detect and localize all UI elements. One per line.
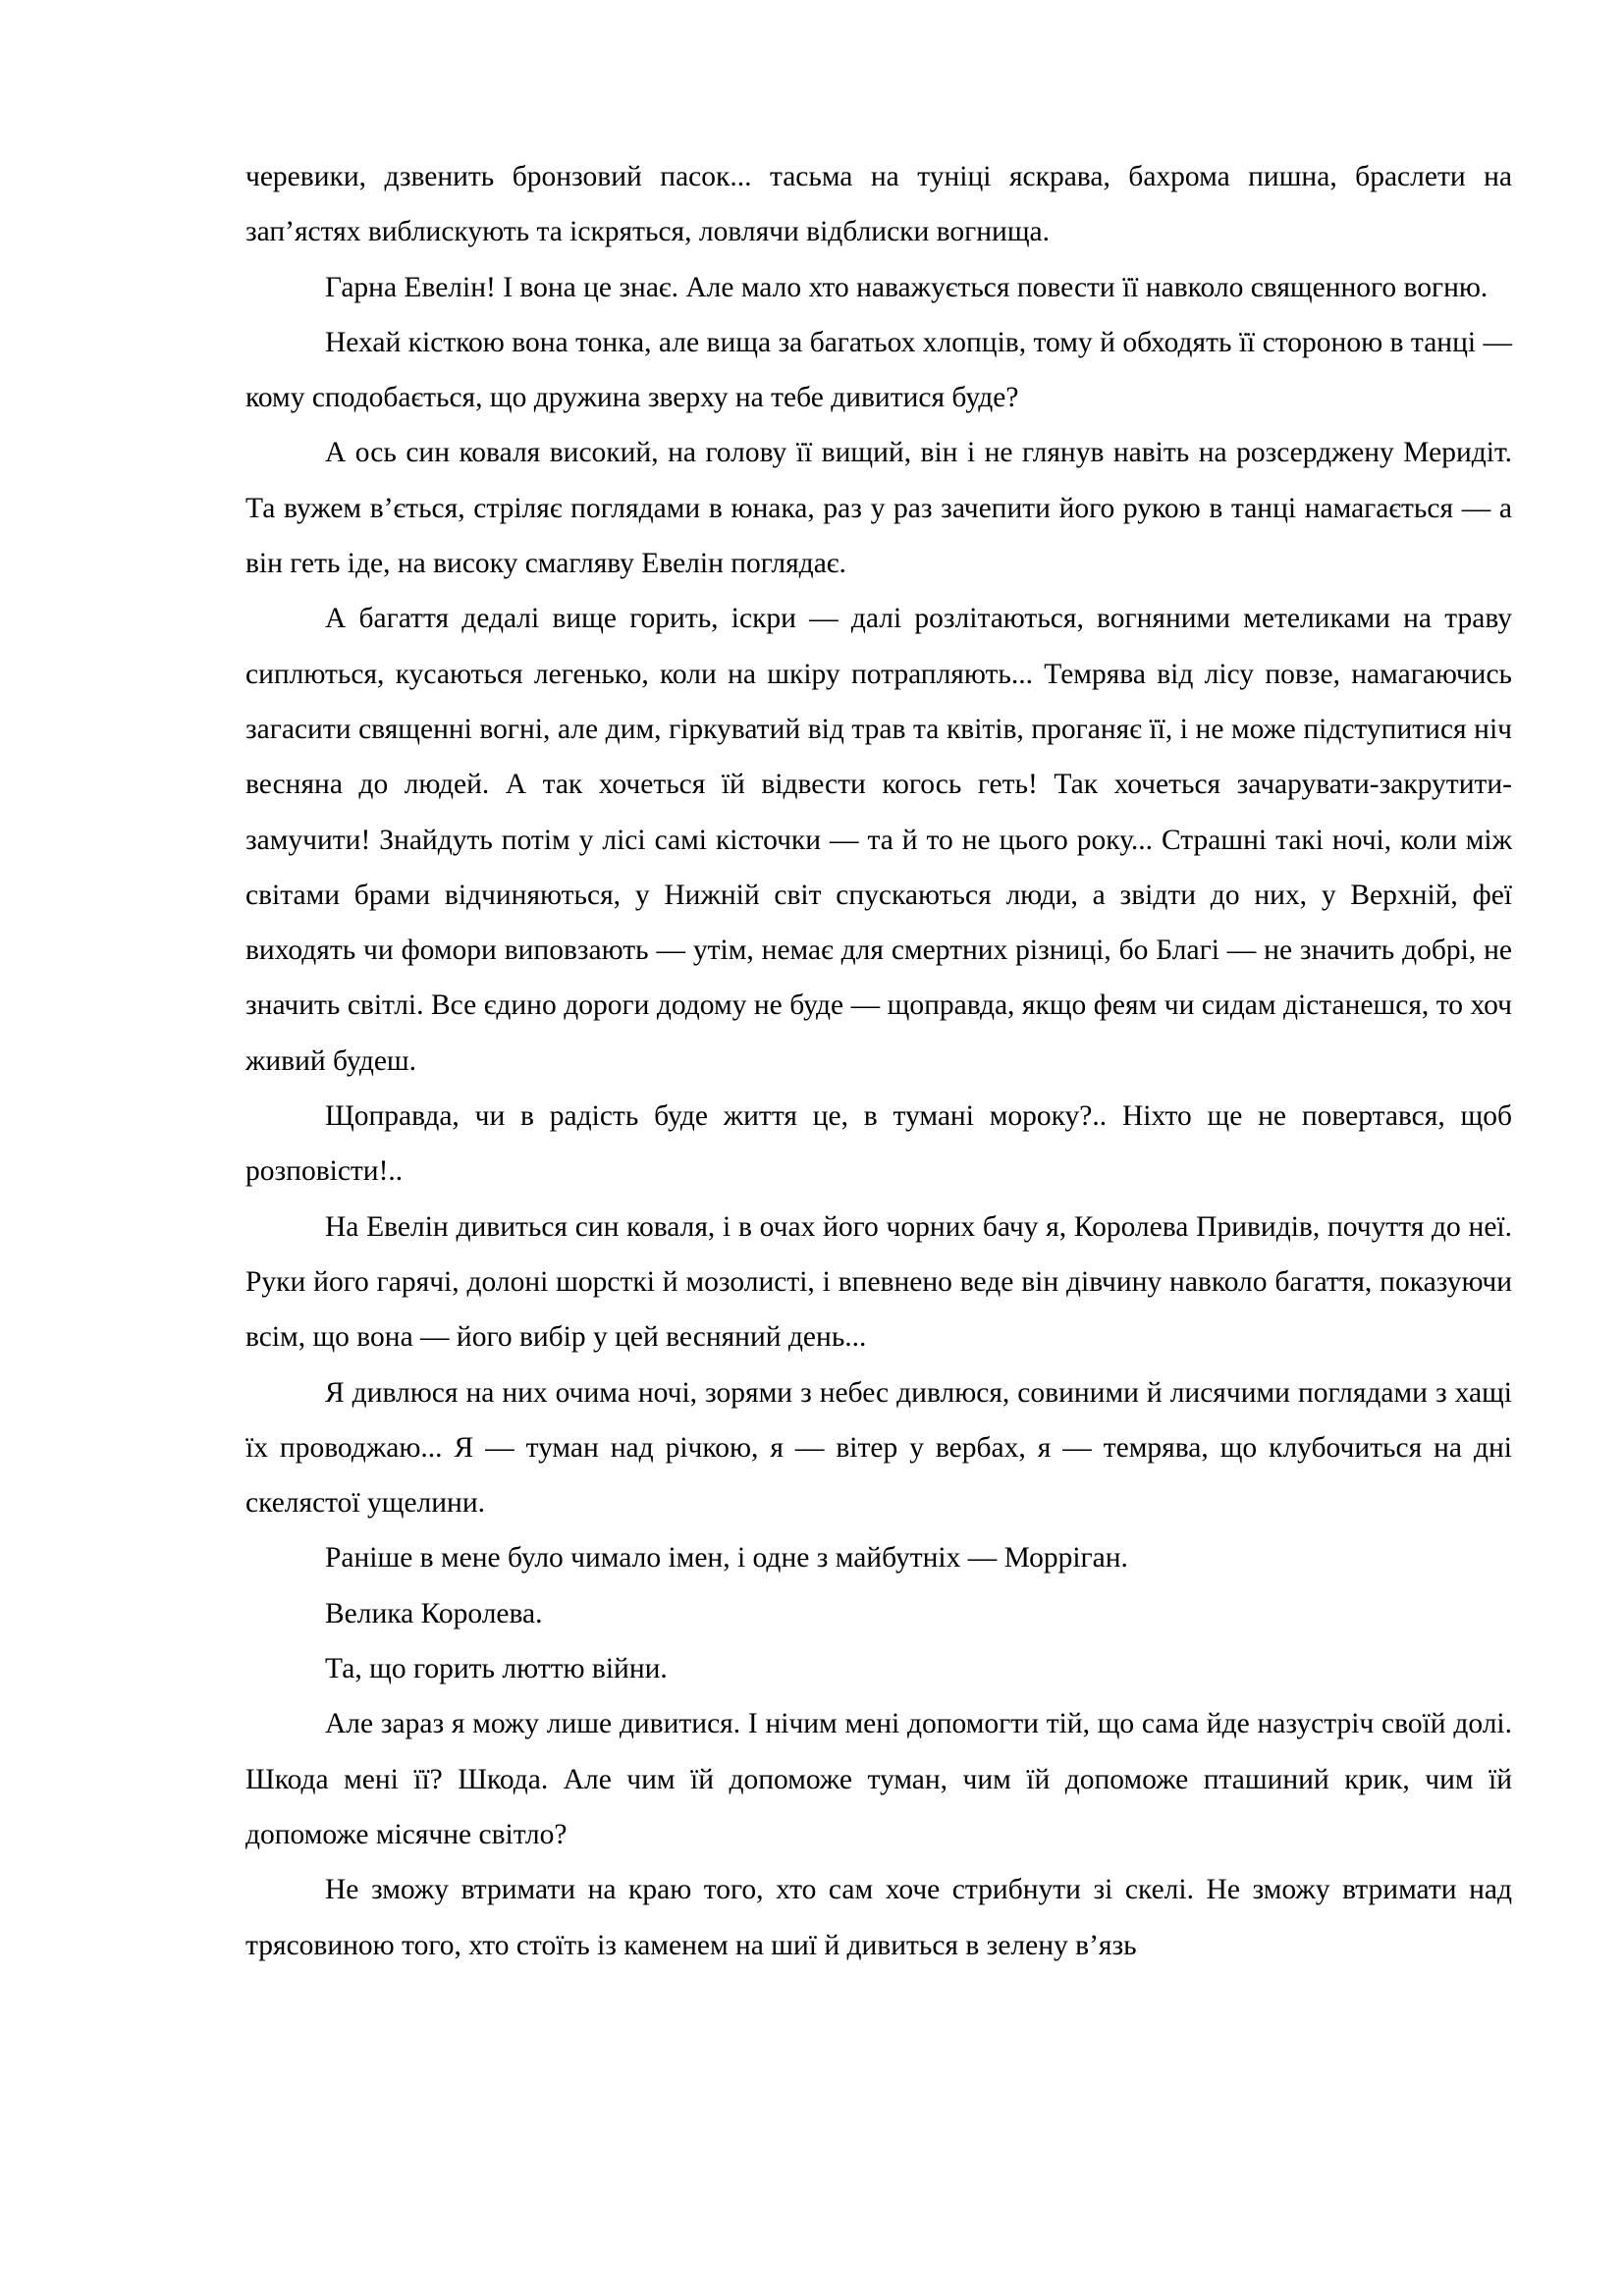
paragraph: А багаття дедалі вище горить, іскри — далі розлітаються, вогняними метеликами на траву сиплються, кусаються легенько, коли на шкіру потрапляють... Темрява від лісу повзе, намагаючись загасити священні вогні, але дим, гіркуватий від трав та квітів, проганяє її, і не може підступитися ніч весняна до людей. А так хочеться їй відвести когось геть! Так хочеться зачарувати-закрутити-замучити! Знайдуть потім у лісі самі кісточки — та й то не цього року... Страшні такі ночі, коли між світами брами відчиняються, у Нижній світ спускаються люди, а звідти до них, у Верхній, феї виходять чи фомори виповзають — утім, немає для смертних різниці, бо Благі — не значить добрі, не значить світлі. Все єдино дороги додому не буде — щоправда, якщо феям чи сидам дістанешся, то хоч живий будеш. [245,603,1512,1077]
paragraph: Нехай кісткою вона тонка, але вища за багатьох хлопців, тому й обходять її стороною в танці — кому сподобається, що дружина зверху на тебе дивитися буде? [245,326,1512,414]
paragraph: Раніше в мене було чимало імен, і одне з майбутніх — Морріган. [325,1542,1128,1575]
paragraph: На Евелін дивиться син коваля, і в очах його чорних бачу я, Королева Привидів, почуття до неї. Руки його гарячі, долоні шорсткі й мозолисті, і впевнено веде він дівчину навколо багаття, показуючи всім, що вона — його вибір у цей весняний день... [245,1210,1512,1354]
paragraph: Але зараз я можу лише дивитися. І нічим мені допомогти тій, що сама йде назустріч своїй долі. Шкода мені її? Шкода. Але чим їй допоможе туман, чим їй допоможе пташиний крик, чим їй допоможе місячне світло? [245,1708,1512,1850]
paragraph: Гарна Евелін! І вона це знає. Але мало хто наважується повести її навколо священного вогню. [325,271,1489,303]
paragraph: Велика Королева. [325,1597,543,1629]
paragraph: А ось син коваля високий, на голову її вищий, він і не глянув навіть на розсерджену Меридіт. Та вужем в’ється, стріляє поглядами в юнака, раз у раз зачепити його рукою в танці намагається — а він геть іде, на високу смагляву Евелін поглядає. [245,437,1512,580]
paragraph: Не зможу втримати на краю того, хто сам хоче стрибнути зі скелі. Не зможу втримати над трясовиною того, хто стоїть із каменем на шиї й дивиться в зелену в’язь [245,1874,1512,1961]
paragraph: Щоправда, чи в радість буде життя це, в тумані мороку?.. Ніхто ще не повертався, щоб розповісти!.. [245,1100,1512,1188]
paragraph: Та, що горить люттю війни. [325,1653,668,1685]
paragraph-continued: черевики, дзвенить бронзовий пасок... тасьма на туніці яскрава, бахрома пишна, браслети на зап’ястях виблискують та іскряться, ловлячи відблиски вогнища. [245,161,1512,248]
document-body [245,149,1512,1973]
paragraph: Я дивлюся на них очима ночі, зорями з небес дивлюся, совиними й лисячими поглядами з хащі їх проводжаю... Я — туман над річкою, я — вітер у вербах, я — темрява, що клубочиться на дні скелястої ущелини. [245,1376,1512,1520]
